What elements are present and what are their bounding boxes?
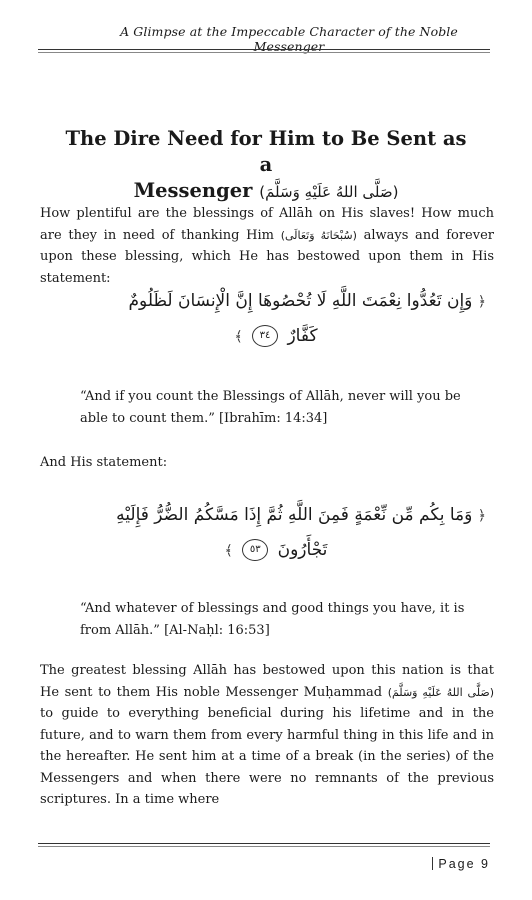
verse-open-bracket: ﴿ xyxy=(477,508,486,524)
verse-text: كَفَّارٌ xyxy=(287,326,318,346)
verse-reference: [Ibrahīm: 14:34] xyxy=(218,410,328,426)
verse-text: وَمَا بِكُم مِّن نِّعْمَةٍ فَمِنَ اللَّهِ ثُمَّ إِذَا مَسَّكُمُ الضُّرُّ فَإِلَيْهِ xyxy=(116,505,473,525)
paragraph-greatest-blessing xyxy=(40,660,494,811)
verse-text: وَإِن تَعُدُّوا نِعْمَتَ اللَّهِ لَا تُحْصُوهَا إِنَّ الْإِنسَانَ لَظَلُومٌ xyxy=(128,291,473,311)
verse-open-bracket: ﴿ xyxy=(477,294,486,310)
section-title-line2 xyxy=(60,178,472,205)
footer-rule xyxy=(38,843,490,844)
paragraph-start: The greatest blessing Allāh has bestowed upon this nation is that He sent to them His noble Messenger Muḥammad xyxy=(40,663,494,700)
section-title-line1: The Dire Need for Him to Be Sent as a xyxy=(65,127,467,176)
verse-line xyxy=(66,319,486,354)
verse-close-bracket: ﴾ xyxy=(224,543,233,559)
section-title xyxy=(60,126,472,205)
honorific-text: (صَلَّى اللهُ عَلَيْهِ وَسَلَّمَ) xyxy=(387,685,494,699)
paragraph-intro-end: always and forever upon these blessing, which He has bestowed upon them in His statement: xyxy=(40,227,494,286)
verse-number-badge: ٣٤ xyxy=(252,325,278,347)
translation-1 xyxy=(80,386,490,429)
page-number xyxy=(432,857,490,871)
page-label: Page 9 xyxy=(438,857,490,871)
verse-number-badge: ٥٣ xyxy=(242,539,268,561)
header-rule-thin xyxy=(38,52,490,53)
header-rule xyxy=(38,49,490,50)
verse-close-bracket: ﴾ xyxy=(234,329,243,345)
verse-line xyxy=(66,533,486,568)
honorific-text: (سُبْحَانَهُ وَتَعَالَى) xyxy=(280,228,357,242)
paragraph-intro-start: How plentiful are the blessings of Allāh on His slaves! How much are they in need of thanking Him xyxy=(40,206,494,243)
quran-verse-1 xyxy=(66,284,486,354)
footer-rule-thin xyxy=(38,846,490,847)
verse-text: تَجْأَرُونَ xyxy=(277,540,328,560)
quran-verse-2 xyxy=(66,498,486,568)
verse-line xyxy=(66,498,486,533)
verse-line xyxy=(66,284,486,319)
paragraph-statement: And His statement: xyxy=(40,455,168,470)
page-separator xyxy=(432,857,433,870)
section-title-word: Messenger xyxy=(133,179,253,202)
honorific-text: (صَلَّى اللهُ عَلَيْهِ وَسَلَّمَ) xyxy=(259,183,399,201)
translation-text: “And whatever of blessings and good things you have, it is from Allāh.” xyxy=(80,601,465,638)
translation-2 xyxy=(80,598,490,641)
verse-reference: [Al-Naḥl: 16:53] xyxy=(164,622,270,638)
translation-text: “And if you count the Blessings of Allāh, never will you be able to count them.” xyxy=(80,389,461,426)
running-header: A Glimpse at the Impeccable Character of the Noble Messenger xyxy=(120,24,458,54)
paragraph-intro xyxy=(40,203,494,289)
paragraph-end: to guide to everything beneficial during his lifetime and in the future, and to warn them from every harmful thing in this life and in the hereafter. He sent him at a time of a break (in the series) of the Messengers and when there were no remnants of the previous scriptures. In a time where xyxy=(40,706,494,807)
